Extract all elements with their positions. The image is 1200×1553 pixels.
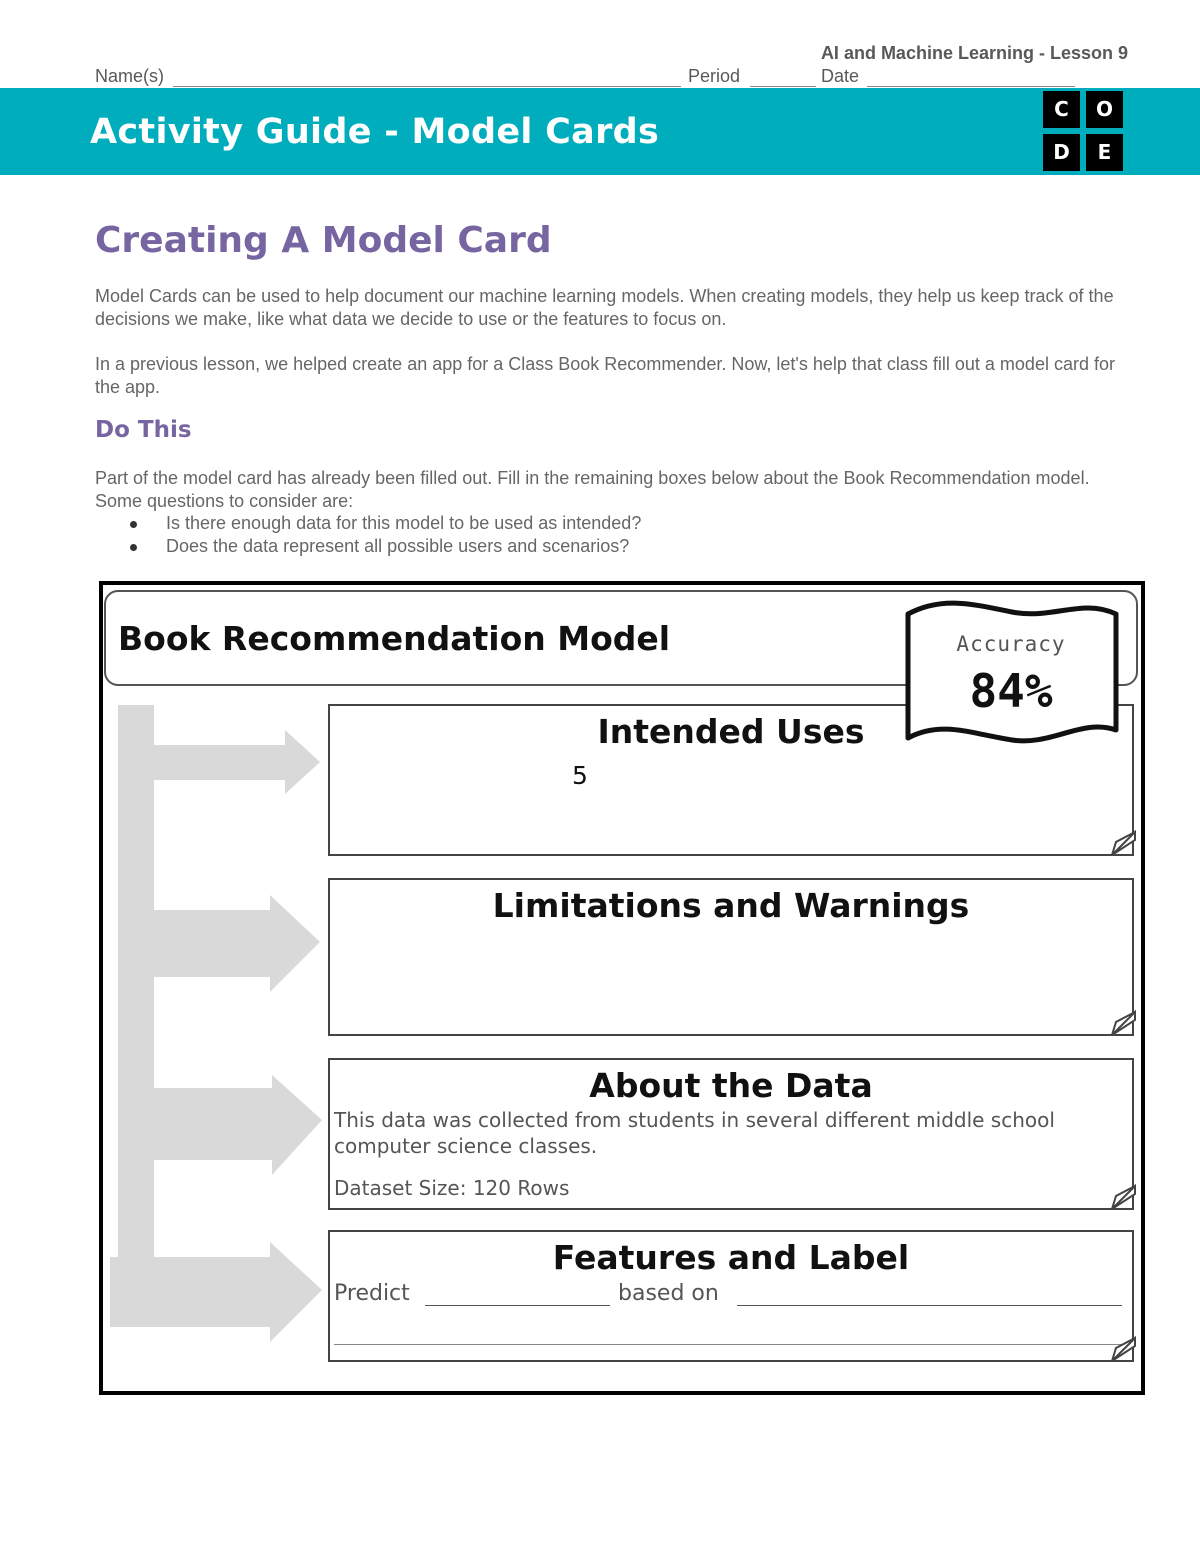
intended-uses-heading: Intended Uses xyxy=(597,712,865,751)
dataset-size: Dataset Size: 120 Rows xyxy=(334,1176,570,1200)
intended-uses-content[interactable]: 5 xyxy=(572,761,588,790)
question-text: Does the data represent all possible users and scenarios? xyxy=(166,536,630,556)
connector-arrows-graphic xyxy=(110,700,330,1350)
page-fold-icon xyxy=(1110,1184,1136,1210)
arrow-to-intended-uses xyxy=(154,730,320,794)
arrow-to-about-data xyxy=(150,1075,322,1175)
logo-letter: D xyxy=(1043,134,1080,171)
list-item xyxy=(130,512,641,535)
predict-label: Predict xyxy=(334,1281,410,1306)
bullet-icon xyxy=(130,544,137,551)
logo-letter: C xyxy=(1043,91,1080,128)
page-fold-icon xyxy=(1110,830,1136,856)
question-text: Is there enough data for this model to be used as intended? xyxy=(166,513,642,533)
page-fold-icon xyxy=(1110,1336,1136,1362)
about-data-description: This data was collected from students in several different middle school computer science classes. xyxy=(334,1108,1055,1158)
activity-title: Activity Guide - Model Cards xyxy=(90,112,660,152)
accuracy-label: Accuracy xyxy=(956,632,1066,656)
bullet-icon xyxy=(130,521,137,528)
predict-blank[interactable] xyxy=(425,1305,610,1306)
lesson-label: AI and Machine Learning - Lesson 9 xyxy=(820,43,1128,63)
limitations-heading: Limitations and Warnings xyxy=(492,886,970,925)
logo-letter: O xyxy=(1086,91,1123,128)
question-list xyxy=(130,512,641,558)
about-data-heading: About the Data xyxy=(589,1066,873,1105)
based-on-label: based on xyxy=(618,1281,719,1306)
list-item xyxy=(130,535,641,558)
features-heading: Features and Label xyxy=(552,1238,910,1277)
name-label: Name(s) xyxy=(95,66,165,86)
logo-letter: E xyxy=(1086,134,1123,171)
period-label: Period xyxy=(688,66,741,86)
features-blank[interactable] xyxy=(737,1305,1122,1306)
date-label: Date xyxy=(821,66,860,86)
period-field[interactable] xyxy=(750,86,816,87)
section-heading: Creating A Model Card xyxy=(95,220,552,261)
model-title: Book Recommendation Model xyxy=(118,619,671,658)
page-fold-icon xyxy=(1110,1010,1136,1036)
name-field[interactable] xyxy=(173,86,681,87)
date-field[interactable] xyxy=(867,86,1075,87)
context-paragraph: In a previous lesson, we helped create an app for a Class Book Recommender. Now, let's help that class fill out a model card for the app. xyxy=(95,354,1115,397)
connector-top xyxy=(118,705,154,735)
features-blank-line-2[interactable] xyxy=(334,1344,1122,1345)
intro-paragraph: Model Cards can be used to help document our machine learning models. When creating models, they help us keep track of the decisions we make, like what data we decide to use or the features to focus on. xyxy=(95,286,1114,329)
accuracy-value: 84% xyxy=(969,664,1053,718)
arrow-to-features xyxy=(110,1242,322,1342)
instructions-paragraph: Part of the model card has already been filled out. Fill in the remaining boxes below about the Book Recommendation model. Some questions to consider are: xyxy=(95,468,1090,511)
connector-trunk xyxy=(118,705,154,1310)
do-this-heading: Do This xyxy=(95,417,192,443)
student-info-row xyxy=(95,66,1075,88)
title-banner xyxy=(0,88,1200,175)
arrow-to-limitations xyxy=(150,895,320,992)
code-logo xyxy=(1043,91,1125,173)
